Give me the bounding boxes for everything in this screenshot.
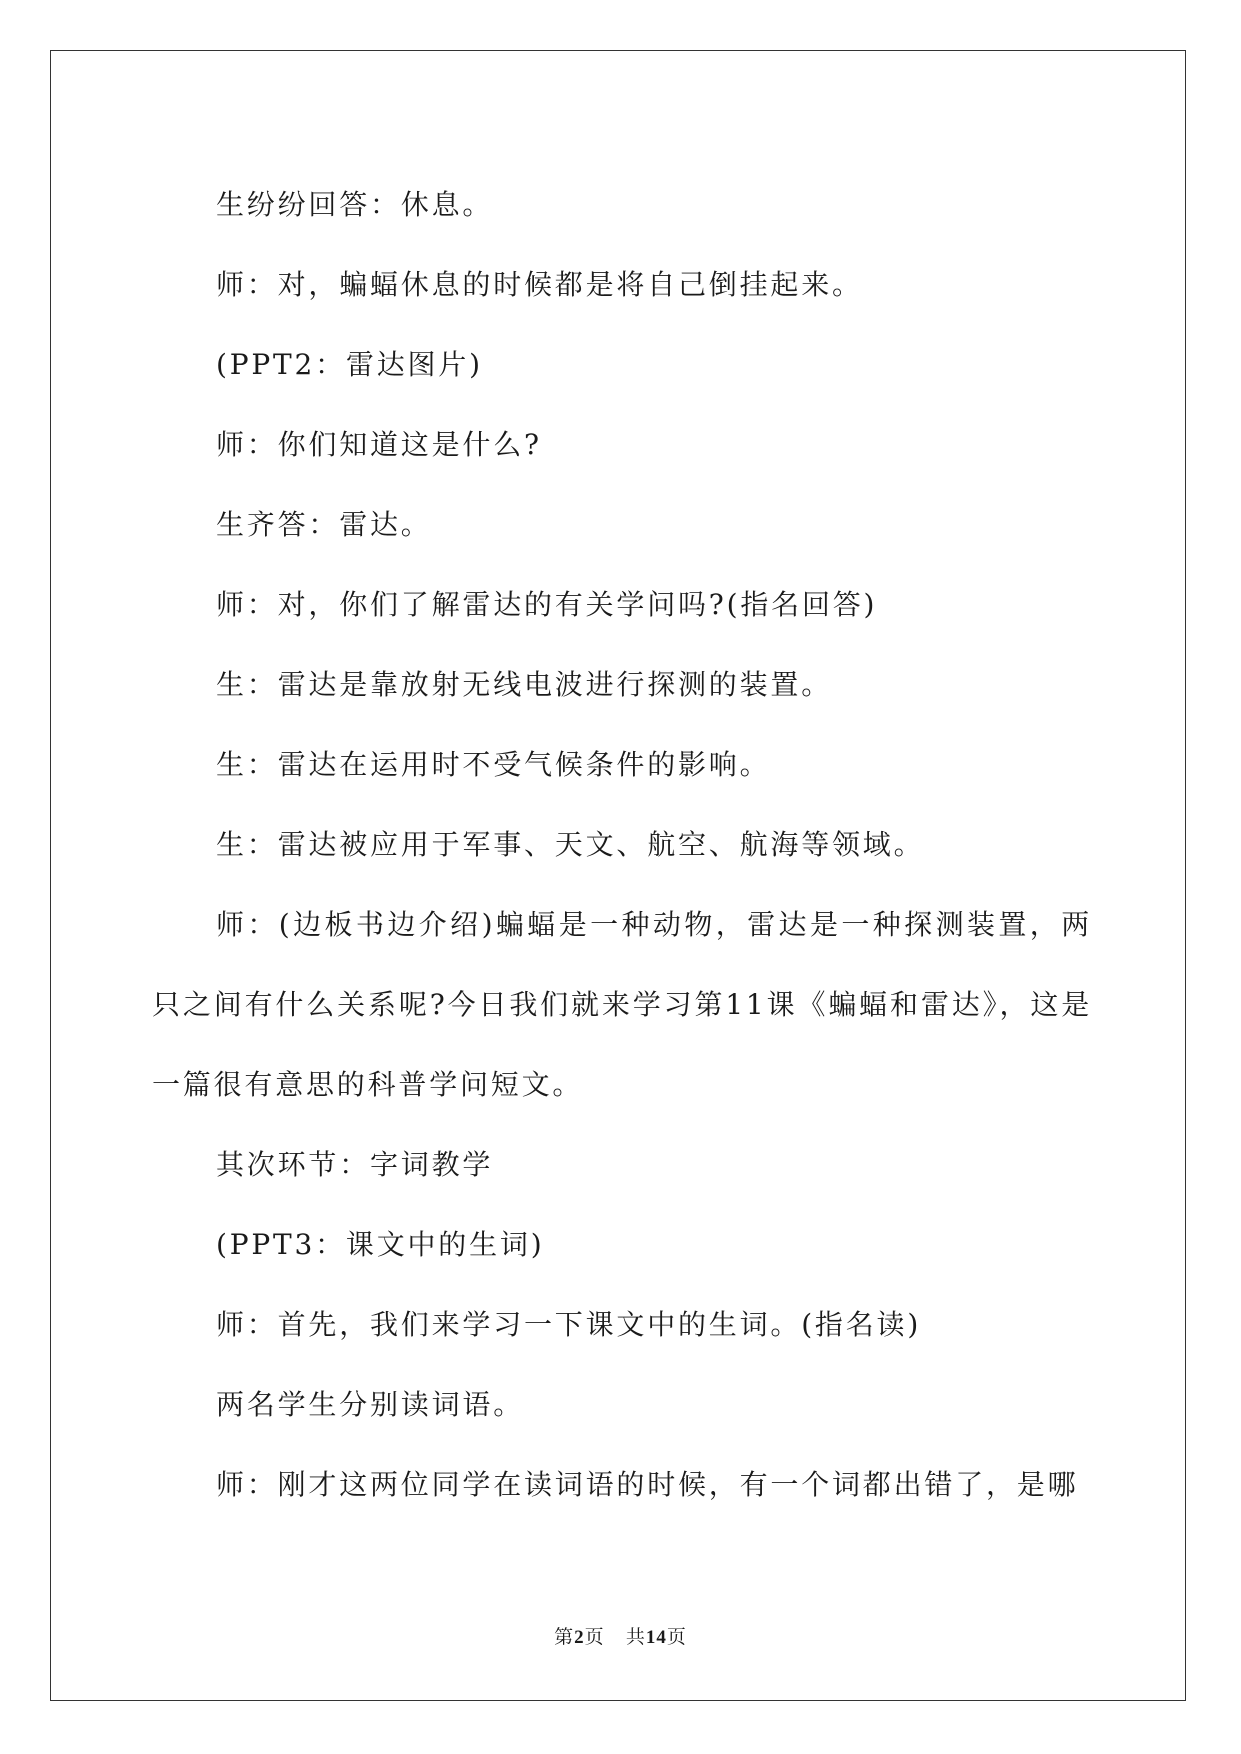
- section-heading: 其次环节：字词教学: [216, 1148, 494, 1181]
- paragraph: 师：对，你们了解雷达的有关学问吗?(指名回答): [216, 588, 878, 621]
- paragraph: 生：雷达是靠放射无线电波进行探测的装置。: [216, 668, 833, 701]
- paragraph: 师：首先，我们来学习一下课文中的生词。(指名读): [216, 1308, 922, 1341]
- paragraph: 两名学生分别读词语。: [216, 1388, 525, 1421]
- paragraph: (PPT3：课文中的生词): [216, 1228, 545, 1261]
- total-suffix: 页: [666, 1626, 687, 1648]
- total-prefix: 共: [625, 1626, 646, 1648]
- paragraph: 生齐答：雷达。: [216, 508, 432, 541]
- paragraph: 师：对，蝙蝠休息的时候都是将自己倒挂起来。: [216, 268, 863, 301]
- paragraph: 生：雷达被应用于军事、天文、航空、航海等领域。: [216, 828, 925, 861]
- page-footer: [0, 1622, 1241, 1649]
- paragraph: 师：刚才这两位同学在读词语的时候，有一个词都出错了，是哪: [216, 1468, 1079, 1501]
- document-body: [152, 165, 1092, 1525]
- page-suffix: 页: [584, 1626, 605, 1648]
- paragraph: 生纷纷回答：休息。: [216, 188, 494, 221]
- page-prefix: 第: [554, 1626, 575, 1648]
- paragraph-multiline: 师：(边板书边介绍)蝙蝠是一种动物，雷达是一种探测装置，两只之间有什么关系呢?今日我们就来学习第11课《蝙蝠和雷达》，这是一篇很有意思的科普学问短文。: [152, 908, 1092, 1101]
- page-number: 2: [574, 1627, 585, 1648]
- paragraph: 师：你们知道这是什么?: [216, 428, 542, 461]
- total-pages: 14: [645, 1627, 667, 1648]
- paragraph: 生：雷达在运用时不受气候条件的影响。: [216, 748, 771, 781]
- paragraph: (PPT2：雷达图片): [216, 348, 483, 381]
